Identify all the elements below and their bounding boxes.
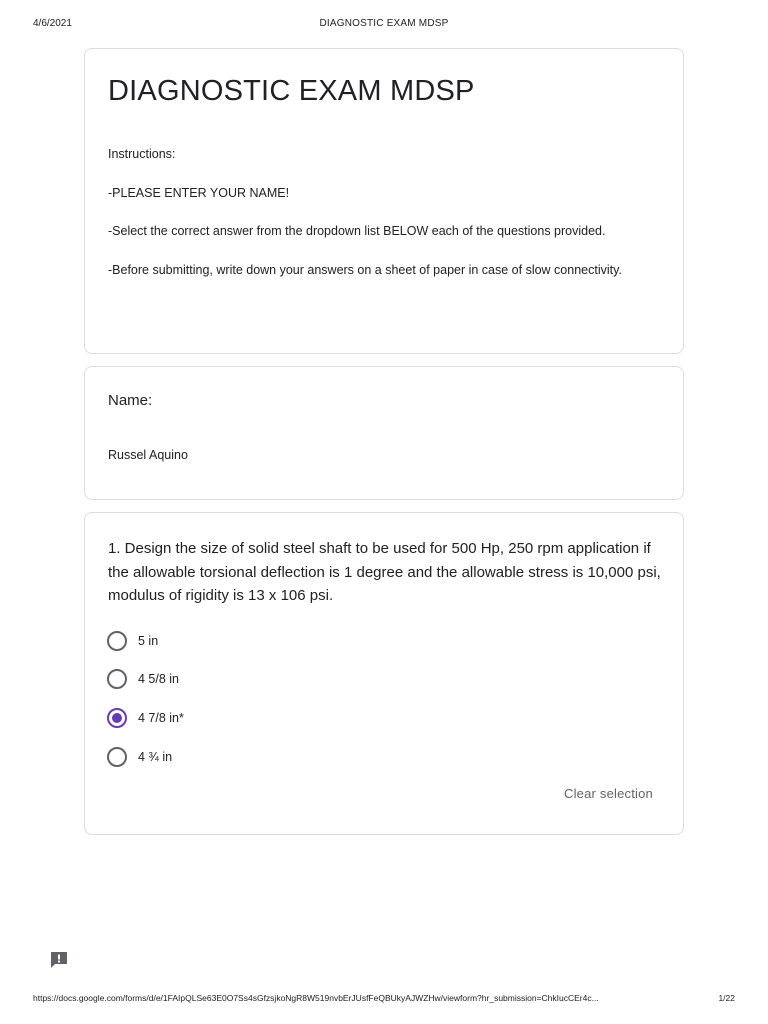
radio-button[interactable]	[107, 669, 127, 689]
print-header-title: DIAGNOSTIC EXAM MDSP	[319, 18, 449, 29]
print-date: 4/6/2021	[33, 18, 72, 29]
option-4-3-4-in[interactable]	[107, 746, 172, 768]
form-description-line: -Before submitting, write down your answers on a sheet of paper in case of slow connectivity.	[108, 263, 622, 277]
print-footer-url: https://docs.google.com/forms/d/e/1FAIpQLSe63E0O7Ss4sGfzsjkoNgR8W519nvbErJUsfFeQBUkyAJWZHw/viewform?hr_submission=ChkIucCEr4c...	[33, 993, 599, 1003]
feedback-icon[interactable]	[49, 950, 69, 970]
form-description-line: -PLEASE ENTER YOUR NAME!	[108, 186, 290, 200]
radio-button-selected[interactable]	[107, 708, 127, 728]
form-description-line: Instructions:	[108, 147, 176, 161]
form-description-line: -Select the correct answer from the dropdown list BELOW each of the questions provided.	[108, 224, 606, 238]
clear-selection-button[interactable]: Clear selection	[564, 786, 653, 801]
radio-button[interactable]	[107, 631, 127, 651]
name-answer: Russel Aquino	[108, 448, 188, 462]
name-question-title: Name:	[108, 392, 153, 409]
form-title: DIAGNOSTIC EXAM MDSP	[108, 75, 475, 107]
radio-button[interactable]	[107, 747, 127, 767]
option-5-in[interactable]	[107, 630, 158, 652]
option-4-5-8-in[interactable]	[107, 668, 179, 690]
question-card-1	[84, 512, 684, 835]
name-question-card	[84, 366, 684, 500]
option-label: 4 ¾ in	[138, 750, 173, 764]
print-page-number: 1/22	[718, 993, 735, 1003]
option-label: 4 5/8 in	[138, 672, 180, 686]
option-label: 4 7/8 in*	[138, 711, 184, 725]
question-1-text: 1. Design the size of solid steel shaft to be used for 500 Hp, 250 rpm application if the allowable torsional deflection is 1 degree and the allowable stress is 10,000 psi, modulus of rigidity is 13 x 106 psi.	[108, 540, 661, 604]
option-label: 5 in	[138, 634, 159, 648]
option-4-7-8-in[interactable]	[107, 707, 184, 729]
form-header-card	[84, 48, 684, 354]
